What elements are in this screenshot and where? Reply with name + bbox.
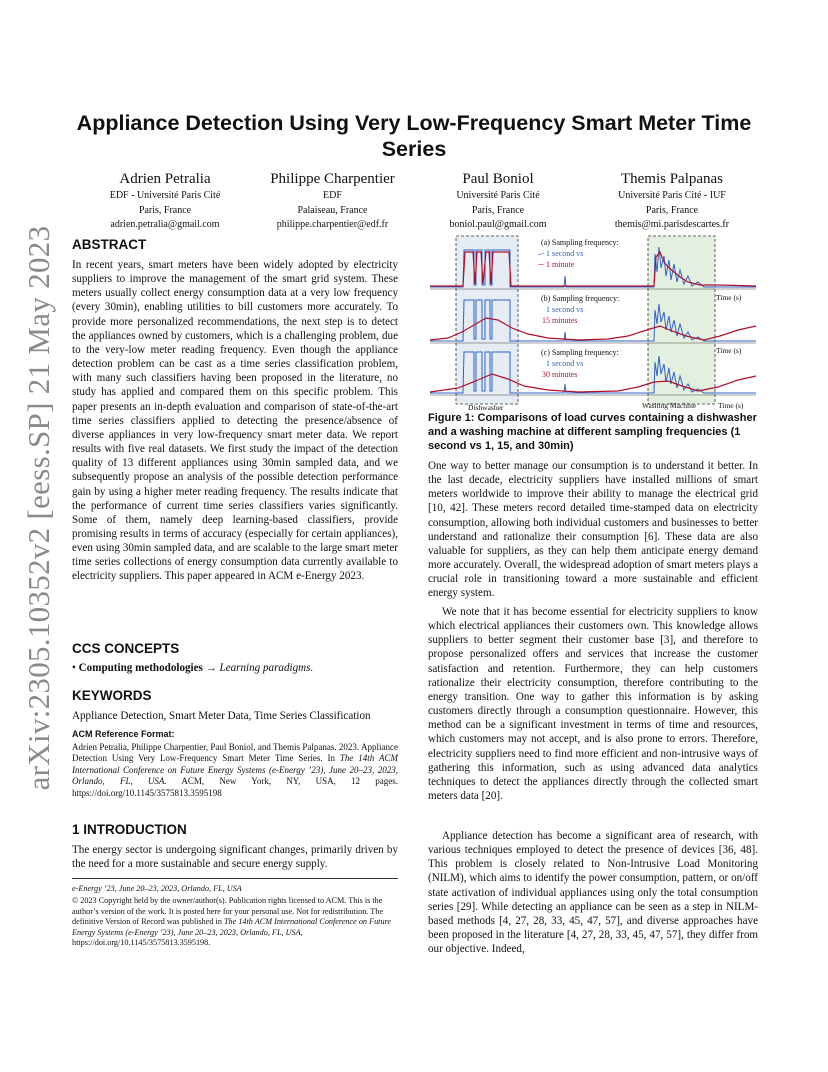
arxiv-stamp-text: arXiv:2305.10352v2 [eess.SP] 21 May 2023 — [21, 225, 56, 791]
author-block-3 — [422, 170, 574, 233]
author-email: themis@mi.parisdescartes.fr — [614, 219, 730, 230]
panel-b-line2: 15 minutes — [542, 316, 578, 325]
footnote — [72, 884, 398, 948]
ccs-arrow: → — [205, 662, 217, 674]
panel-b-label: (b) Sampling frequency: — [541, 294, 620, 303]
author-block-2 — [250, 170, 415, 233]
author-name: Paul Boniol — [462, 171, 534, 187]
footnote-venue: e-Energy ’23, June 20–23, 2023, Orlando, FL, USA — [72, 884, 242, 893]
footnote-copyright — [72, 896, 398, 948]
author-name: Adrien Petralia — [119, 171, 211, 187]
author-affiliation: Université Paris Cité - IUF — [618, 190, 726, 201]
author-name: Philippe Charpentier — [270, 171, 395, 187]
panel-a-time-label: Time (s) — [716, 293, 742, 302]
author-location: Paris, France — [645, 204, 699, 216]
acm-reference-text — [72, 742, 398, 800]
abstract-heading: ABSTRACT — [72, 237, 147, 252]
author-location: Paris, France — [471, 204, 525, 216]
panel-b-line1: 1 second vs — [546, 305, 584, 314]
author-location: Paris, France — [138, 204, 192, 216]
panel-a-pointer — [538, 253, 544, 255]
figure-caption: Figure 1: Comparisons of load curves containing a dishwasher and a washing machine at different sampling frequencies (1 second vs 1, 15, and 30min) — [428, 412, 757, 453]
author-email: boniol.paul@gmail.com — [449, 219, 547, 230]
panel-c-label: (c) Sampling frequency: — [541, 348, 619, 357]
acm-ref-venue: The 14th ACM International Conference on Future Energy Systems (e-Energy ’23), June 20–23, 2023, Orlando, FL, USA. — [72, 753, 398, 786]
acm-reference — [72, 729, 398, 799]
author-affiliation: EDF — [323, 190, 342, 201]
ccs-concepts — [72, 661, 398, 675]
ccs-subterm: Learning paradigms. — [219, 662, 314, 674]
panel-b-time-label: Time (s) — [716, 346, 742, 355]
panel-c-time-label: Time (s) — [718, 401, 744, 410]
author-affiliation: Université Paris Cité — [456, 190, 540, 201]
keywords-text: Appliance Detection, Smart Meter Data, Time Series Classification — [72, 710, 371, 722]
panel-a-pointer — [538, 264, 544, 265]
author-block-4 — [586, 170, 758, 233]
arxiv-stamp — [14, 225, 64, 791]
intro-paragraph-4: Appliance detection has become a significant area of research, with various techniques employed to detect the presence of devices [36, 48]. This problem is closely related to Non-Intrusive Load Monitoring (NILM), which aims to identify the power consumption, pattern, or on/off state activation of individual appliances using only the total consumption series [29]. While detecting an appliance can be seen as a step in NILM-based methods [4, 27, 28, 33, 45, 47, 57], and diverse approaches have been proposed in the literature [4, 27, 28, 33, 45, 47, 57], they differ from our objective. Indeed, — [428, 830, 758, 956]
washing-machine-label: Washing Machine — [642, 401, 697, 410]
ccs-term: Computing methodologies — [78, 662, 203, 674]
acm-reference-heading: ACM Reference Format: — [72, 729, 175, 739]
author-location: Palaiseau, France — [297, 204, 368, 216]
intro-paragraph-1: The energy sector is undergoing significant changes, primarily driven by the need for a more sustainable and secure energy supply. — [72, 844, 398, 871]
paper-title: Appliance Detection Using Very Low-Frequency Smart Meter Time Series — [76, 111, 752, 161]
author-block-1 — [80, 170, 250, 233]
panel-a-line2: 1 minute — [546, 260, 575, 269]
keywords-heading: KEYWORDS — [72, 688, 152, 703]
intro-heading: 1 INTRODUCTION — [72, 822, 187, 837]
panel-a-label: (a) Sampling frequency: — [541, 238, 619, 247]
panel-c-line1: 1 second vs — [546, 359, 584, 368]
figure-1-load-curves — [428, 232, 758, 412]
author-email: adrien.petralia@gmail.com — [110, 219, 220, 230]
footnote-venue-italic: The 14th ACM International Conference on Future Energy Systems (e-Energy ’23), June 20–23, 2023, Orlando, FL, USA — [72, 917, 392, 937]
dishwasher-label: Dishwasher — [468, 403, 504, 412]
footnote-rule — [72, 878, 398, 879]
abstract-text: In recent years, smart meters have been widely adopted by electricity suppliers to improve the management of the smart grid system. These meters usually collect energy consumption data at a very low frequency (every 30min), enabling utilities to bill customers more accurately. To provide more personalized recommendations, the next step is to detect the appliances owned by customers, which is a challenging problem, due to the very-low meter reading frequency. Even though the appliance detection problem can be cast as a time series classification problem, with many such classifiers having been proposed in the literature, no study has applied and compared them on this specific problem. This paper presents an in-depth evaluation and comparison of state-of-the-art time series classifiers applied to detecting the presence/absence of diverse appliances in very low-frequency smart meter data. We report results with five real datasets. We first study the impact of the detection quality of 13 different appliances using 30min sampled data, and we subsequently propose an analysis of the possible detection performance gain by using a higher meter reading frequency. The results indicate that the performance of current time series classifiers varies significantly. Some of them, namely deep learning-based classifiers, provide promising results in terms of accuracy (especially for certain appliances), even using 30min sampled data, and are scalable to the large smart meter time series collections of energy consumption data currently available to electricity suppliers. This paper appeared in ACM e-Energy 2023. — [72, 259, 398, 583]
author-affiliation: EDF - Université Paris Cité — [109, 190, 221, 201]
footnote-part: , https://doi.org/10.1145/3575813.3595198. — [72, 927, 303, 948]
panel-a-line1: 1 second vs — [546, 249, 584, 258]
intro-paragraph-2: One way to better manage our consumption is to understand it better. In the last decade, electricity suppliers have installed millions of smart meters worldwide to improve their ability to manage the electrical grid [10, 42]. These meters record detailed time-stamped data on electricity consumption, allowing both individual customers and businesses to better understand and rationalize their consumption [6]. These data are also valuable for suppliers, as they can help them anticipate energy demand more accurately. Overall, the widespread adoption of smart meters plays a crucial role in transitioning toward a more sustainable and efficient energy system. — [428, 460, 758, 600]
acm-ref-part: ACM, New York, NY, USA, 12 pages. https://doi.org/10.1145/3575813.3595198 — [72, 776, 398, 798]
author-name: Themis Palpanas — [620, 171, 724, 187]
panel-c-line2: 30 minutes — [542, 370, 578, 379]
acm-ref-part: Adrien Petralia, Philippe Charpentier, Paul Boniol, and Themis Palpanas. 2023. Appliance Detection Using Very Low-Frequency Smart Meter Time Series. In — [72, 741, 398, 763]
footnote-part: © 2023 Copyright held by the owner/author(s). Publication rights licensed to ACM. This is the author’s version of the work. It is posted here for your personal use. Not for redistribution. The definitive Version of Record was published in — [72, 896, 383, 927]
ccs-bullet: • — [72, 662, 76, 674]
author-email: philippe.charpentier@edf.fr — [276, 219, 389, 230]
intro-paragraph-3: We note that it has become essential for electricity suppliers to know which electrical appliances their customers own. This knowledge allows suppliers to better segment their customer base [3], and therefore to propose personalized offers and services that increase the customer satisfaction and retention. Furthermore, they can help customers rationalize their electricity consumption, therefore contributing to the energy transition. One way to gather this information is by asking customers directly through a consumption questionnaire. However, this method can be a significant investment in terms of time and resources, which customers may not accept, and is also prone to errors. Therefore, electricity suppliers need to find more efficient and non-intrusive ways of gathering this information, such as using advanced data analytics techniques to detect the appliances directly through the collected smart meters data [20]. — [428, 606, 758, 803]
ccs-heading: CCS CONCEPTS — [72, 641, 180, 656]
